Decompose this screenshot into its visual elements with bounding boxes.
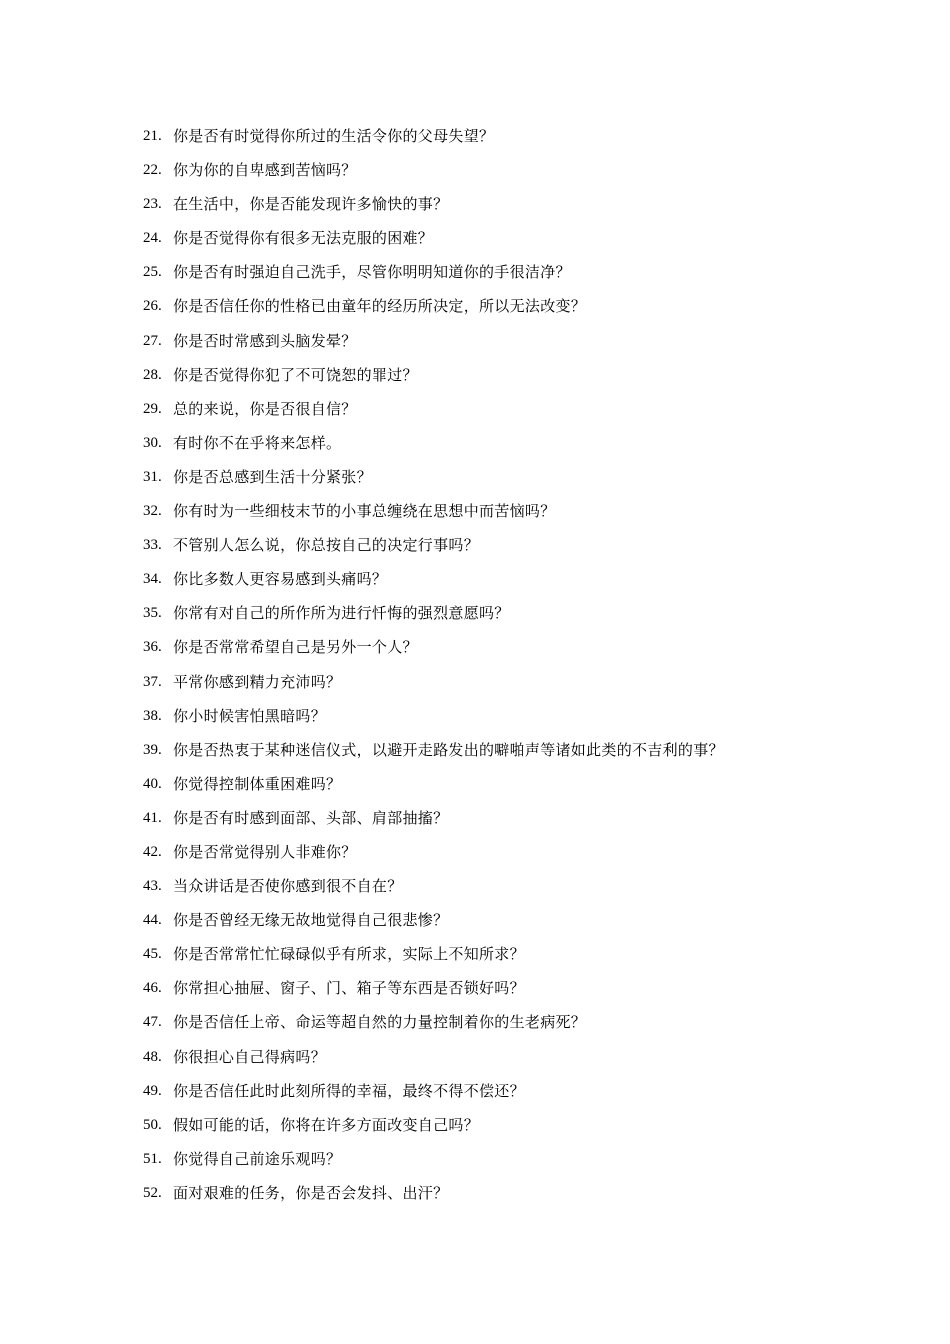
question-number: 22.: [143, 162, 162, 179]
question-number: 51.: [143, 1150, 162, 1167]
question-item: [143, 704, 863, 738]
question-number: 45.: [143, 946, 162, 963]
question-number: 41.: [143, 809, 162, 826]
question-item: [143, 294, 863, 328]
question-number: 52.: [143, 1184, 162, 1201]
question-text: 总的来说，你是否很自信？: [173, 399, 357, 418]
question-item: [143, 1147, 863, 1181]
question-number: 43.: [143, 878, 162, 895]
question-text: 你常有对自己的所作所为进行忏悔的强烈意愿吗？: [173, 604, 510, 623]
question-text: 你是否常觉得别人非难你？: [173, 842, 357, 861]
question-item: [143, 124, 863, 158]
question-number: 37.: [143, 673, 162, 690]
question-item: [143, 192, 863, 226]
question-text: 你是否有时感到面部、头部、肩部抽搐？: [173, 808, 449, 827]
question-text: 有时你不在乎将来怎样。: [173, 433, 342, 452]
question-text: 你有时为一些细枝末节的小事总缠绕在思想中而苦恼吗？: [173, 502, 556, 521]
question-item: [143, 840, 863, 874]
question-item: [143, 601, 863, 635]
question-item: [143, 363, 863, 397]
question-text: 你是否总感到生活十分紧张？: [173, 467, 372, 486]
question-item: [143, 158, 863, 192]
question-item: [143, 772, 863, 806]
question-item: [143, 670, 863, 704]
question-number: 39.: [143, 741, 162, 758]
question-number: 35.: [143, 605, 162, 622]
question-item: [143, 908, 863, 942]
question-text: 你是否常常希望自己是另外一个人？: [173, 638, 418, 657]
question-item: [143, 738, 863, 772]
question-number: 36.: [143, 639, 162, 656]
question-number: 25.: [143, 264, 162, 281]
question-text: 你是否信任此时此刻所得的幸福，最终不得不偿还？: [173, 1081, 525, 1100]
question-item: [143, 1181, 863, 1215]
question-item: [143, 465, 863, 499]
question-item: [143, 1045, 863, 1079]
question-item: [143, 1010, 863, 1044]
question-item: [143, 499, 863, 533]
question-number: 49.: [143, 1082, 162, 1099]
question-text: 平常你感到精力充沛吗？: [173, 672, 342, 691]
question-text: 你是否曾经无缘无故地觉得自己很悲惨？: [173, 911, 449, 930]
question-item: [143, 533, 863, 567]
question-list: [143, 124, 863, 1215]
question-item: [143, 1079, 863, 1113]
question-text: 你是否觉得你犯了不可饶恕的罪过？: [173, 365, 418, 384]
question-item: [143, 260, 863, 294]
question-number: 50.: [143, 1116, 162, 1133]
question-text: 你比多数人更容易感到头痛吗？: [173, 570, 388, 589]
question-text: 不管别人怎么说，你总按自己的决定行事吗？: [173, 536, 480, 555]
question-number: 38.: [143, 707, 162, 724]
question-item: [143, 874, 863, 908]
question-number: 46.: [143, 980, 162, 997]
question-number: 34.: [143, 571, 162, 588]
question-number: 26.: [143, 298, 162, 315]
question-text: 你是否信任你的性格已由童年的经历所决定，所以无法改变？: [173, 297, 587, 316]
question-text: 你是否热衷于某种迷信仪式，以避开走路发出的噼啪声等诸如此类的不吉利的事？: [173, 740, 724, 759]
question-text: 你小时候害怕黑暗吗？: [173, 706, 327, 725]
question-item: [143, 635, 863, 669]
question-item: [143, 329, 863, 363]
question-item: [143, 1113, 863, 1147]
question-number: 48.: [143, 1048, 162, 1065]
question-number: 30.: [143, 434, 162, 451]
question-number: 24.: [143, 230, 162, 247]
question-number: 32.: [143, 503, 162, 520]
question-text: 你是否时常感到头脑发晕？: [173, 331, 357, 350]
question-number: 23.: [143, 196, 162, 213]
question-text: 在生活中，你是否能发现许多愉快的事？: [173, 195, 449, 214]
question-number: 21.: [143, 128, 162, 144]
question-text: 你是否常常忙忙碌碌似乎有所求，实际上不知所求？: [173, 945, 525, 964]
question-item: [143, 976, 863, 1010]
question-number: 28.: [143, 366, 162, 383]
question-number: 29.: [143, 400, 162, 417]
question-item: [143, 806, 863, 840]
question-text: 你是否有时觉得你所过的生活令你的父母失望？: [173, 127, 495, 145]
question-text: 假如可能的话，你将在许多方面改变自己吗？: [173, 1115, 480, 1134]
question-number: 33.: [143, 537, 162, 554]
question-text: 你常担心抽屉、窗子、门、箱子等东西是否锁好吗？: [173, 979, 525, 998]
question-number: 31.: [143, 468, 162, 485]
question-text: 当众讲话是否使你感到很不自在？: [173, 877, 403, 896]
question-text: 你是否有时强迫自己洗手，尽管你明明知道你的手很洁净？: [173, 263, 571, 282]
question-number: 40.: [143, 775, 162, 792]
question-number: 47.: [143, 1014, 162, 1031]
question-text: 你为你的自卑感到苦恼吗？: [173, 161, 357, 180]
question-number: 44.: [143, 912, 162, 929]
question-number: 27.: [143, 332, 162, 349]
question-item: [143, 567, 863, 601]
question-text: 你觉得控制体重困难吗？: [173, 774, 342, 793]
question-text: 你是否觉得你有很多无法克服的困难？: [173, 229, 434, 248]
question-text: 你很担心自己得病吗？: [173, 1047, 327, 1066]
question-item: [143, 397, 863, 431]
question-number: 42.: [143, 843, 162, 860]
question-item: [143, 226, 863, 260]
question-item: [143, 431, 863, 465]
question-text: 你觉得自己前途乐观吗？: [173, 1149, 342, 1168]
question-item: [143, 942, 863, 976]
question-text: 你是否信任上帝、命运等超自然的力量控制着你的生老病死？: [173, 1013, 587, 1032]
question-text: 面对艰难的任务，你是否会发抖、出汗？: [173, 1183, 449, 1202]
